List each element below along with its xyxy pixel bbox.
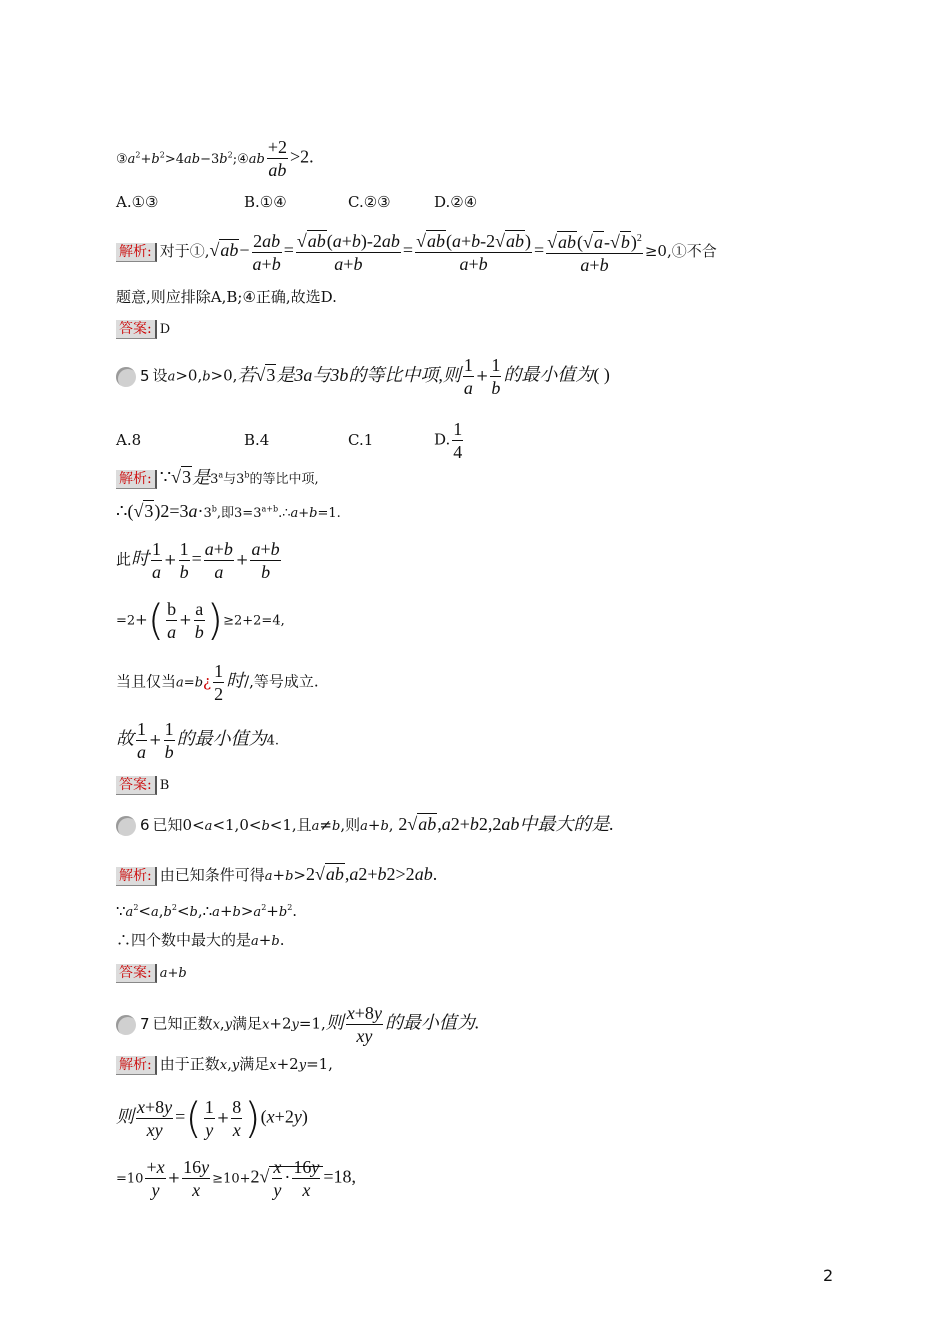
q5-stem: 5 设a>0,b>0,若√3是3a与3b的等比中项,则 $\frac{1}{a}$ + $\frac{1}{b}$ 的最小值为( ) xyxy=(116,354,610,399)
q7-stem: 7 已知正数x,y满足x+2y=1,则 $\frac{x+8y}{xy}$ 的最小值为. xyxy=(116,1002,479,1047)
q5-answer-value: B xyxy=(159,778,170,793)
q5-frac-1b: $\frac{1}{b}$ xyxy=(491,355,501,398)
answer-tag: 答案: xyxy=(116,320,157,339)
q5-analysis-line6: 故 $\frac{1}{a}$ + $\frac{1}{b}$ 的最小值为4. xyxy=(116,719,279,762)
question-icon xyxy=(116,1015,136,1035)
q4-cond3: $③a^2+b^2>4ab-3b^2;④ab$ xyxy=(116,150,265,167)
q7-analysis-line1: 解析: 由于正数x,y满足x+2y=1, xyxy=(116,1054,333,1076)
q5-option-c: C.1 xyxy=(348,430,374,449)
q4-option-b: B.①④ xyxy=(244,193,287,211)
q5-answer xyxy=(116,774,169,796)
q7-number: 7 xyxy=(140,1014,150,1033)
q5-number: 5 xyxy=(140,366,150,385)
q4-option-a: A.①③ xyxy=(116,193,159,211)
q6-answer-value: a+b xyxy=(159,966,187,981)
q6-stem: 6 已知0<a<1,0<b<1,且a≠b,则a+b, 2√ab,a2+b2,2ab中最大的是. xyxy=(116,814,614,837)
q4-option-d: D.②④ xyxy=(434,193,478,211)
frac-step2: $\frac{√ab(a+b)-2ab}{a+b}$ xyxy=(296,230,400,274)
q7-analysis-line2: 则 $\frac{x+8y}{xy}$ =( $\frac{1}{y}$ + $\frac{8}{x}$ )(x+2y) xyxy=(116,1093,308,1143)
analysis-tag: 解析: xyxy=(116,470,157,489)
q6-analysis-line2: $\because a^2<a,b^2<b,\therefore a+b>a^2+b^2$. xyxy=(116,902,298,920)
q5-option-d: D. $\frac{1}{4}$ xyxy=(434,419,463,462)
q5-analysis-line2: $\therefore(√3)2=3a\cdot 3^b$,即$3=3^{a+b}.\therefore a+b=1$. xyxy=(116,501,341,522)
analysis-tag: 解析: xyxy=(116,1056,157,1075)
q4-condition-line: $③a^2+b^2>4ab-3b^2;④ab$ $\frac{+2}{ab}$ >2. xyxy=(116,137,314,180)
answer-tag: 答案: xyxy=(116,964,157,983)
q4-analysis-line2: 题意,则应排除A,B;④正确,故选D. xyxy=(116,288,337,306)
q5-frac-1a: $\frac{1}{a}$ xyxy=(463,355,473,398)
answer-tag: 答案: xyxy=(116,776,157,795)
analysis-tag: 解析: xyxy=(116,867,157,886)
q5-option-b: B.4 xyxy=(244,430,270,449)
q6-analysis-line1: 解析: 由已知条件可得a+b>2√ab,a2+b2>2ab. xyxy=(116,864,437,887)
q4-option-c: C.②③ xyxy=(348,193,391,211)
question-icon xyxy=(116,367,136,387)
q6-answer xyxy=(116,962,187,984)
q4-cond4-fraction: $\frac{+2}{ab}$ xyxy=(267,137,287,180)
frac-step3: $\frac{√ab(a+b-2√ab)}{a+b}$ xyxy=(416,230,531,274)
page-number: 2 xyxy=(823,1266,834,1285)
q4-answer xyxy=(116,318,170,340)
q5-analysis-line3: 此时 $\frac{1}{a}$ + $\frac{1}{b}$ = $\frac{a+b}{a}$ + $\frac{a+b}{b}$ xyxy=(116,539,280,582)
frac-2ab: $\frac{2ab}{a+b}$ xyxy=(252,230,281,274)
q6-analysis-line3: ∴四个数中最大的是a+b. xyxy=(116,931,285,949)
q5-option-a: A.8 xyxy=(116,430,142,449)
q5-analysis-line4: =2+( $\frac{b}{a}$ + $\frac{a}{b}$ )≥2+2=4, xyxy=(116,595,285,645)
q5-options xyxy=(116,418,465,463)
question-icon xyxy=(116,816,136,836)
sqrt-ab: √ab xyxy=(209,240,239,260)
q7-analysis-line3: =10 $\frac{+x}{y}$ + $\frac{16y}{x}$ ≥10+2√ $\frac{x}{y}$ · $\frac{16y}{x}$ =18, xyxy=(116,1157,357,1201)
q6-number: 6 xyxy=(140,816,150,834)
q4-answer-value: D xyxy=(159,322,171,337)
q4-options xyxy=(116,192,477,212)
analysis-tag: 解析: xyxy=(116,243,157,262)
q5-analysis-line1: 解析: ∵√3是3$^a$与3$^b$的等比中项, xyxy=(116,466,319,490)
q4-analysis-line1: 解析: 对于①,√ab− $\frac{2ab}{a+b}$ = $\frac{√ab(a+b)-2ab}{a+b}$ = $\frac{√ab(a+b-2√ab)}{a+b}$ = $\frac{√ab(√a-√b)^2}{a+b}$ ≥0,①不合 xyxy=(116,228,717,276)
frac-step4: $\frac{√ab(√a-√b)^2}{a+b}$ xyxy=(546,228,643,276)
q5-analysis-line5: 当且仅当a=b¿ $\frac{1}{2}$ 时/,等号成立. xyxy=(116,661,319,704)
